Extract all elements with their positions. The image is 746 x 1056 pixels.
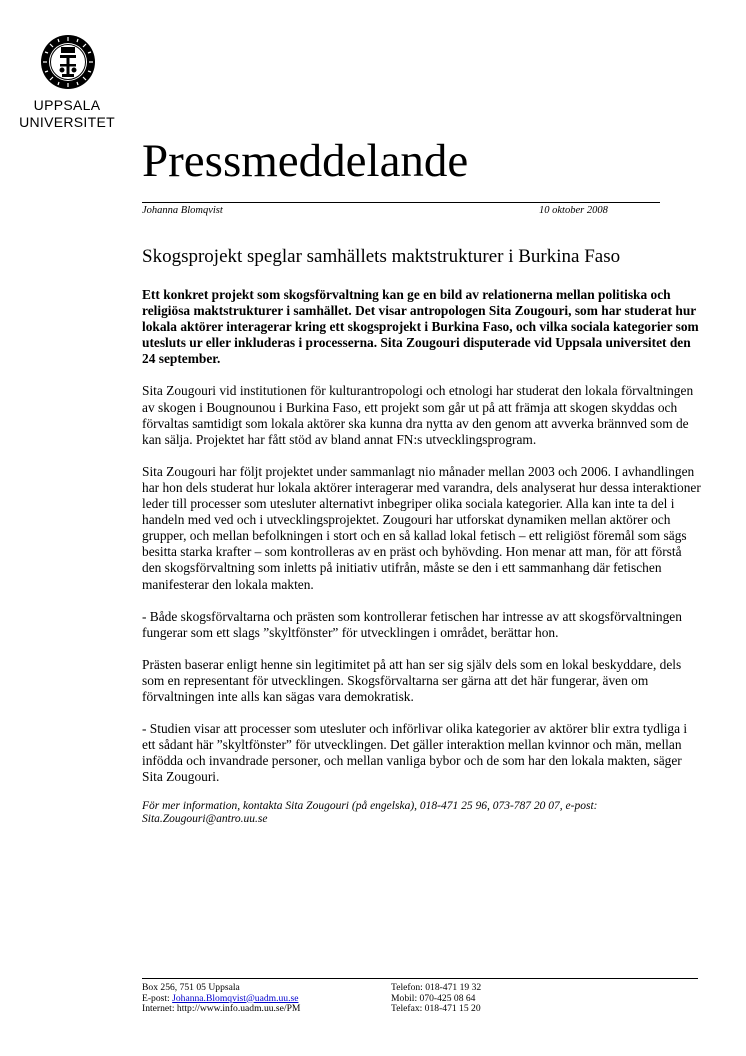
logo-line-1: UPPSALA bbox=[33, 97, 101, 113]
footer-right bbox=[391, 983, 481, 1015]
byline bbox=[142, 205, 642, 216]
footer-phone: Telefon: 018-471 19 32 bbox=[391, 982, 482, 993]
footer-mobile: Mobil: 070-425 08 64 bbox=[391, 992, 476, 1004]
university-name bbox=[0, 97, 134, 131]
author: Johanna Blomqvist bbox=[142, 205, 223, 216]
article-headline: Skogsprojekt speglar samhällets maktstrukturer i Burkina Faso bbox=[142, 246, 621, 267]
paragraph-2: Sita Zougouri har följt projektet under sammanlagt nio månader mellan 2003 och 2006. I avhandlingen har hon dels studerat hur lokala aktörer interagerar med varandra, dels analyserat hur dessa interaktioner leder till processer som utesluter alternativt inbegriper olika sociala kategorier. Alla kan inte ta del i handeln med ved och i utvecklingsprojektet. Zougouri har utforskat dynamiken mellan aktörer och grupper, och mellan befolkningen i stort och en så kallad lokal fetisch – ett religiöst föremål som sägs besitta starka krafter – som kontrolleras av en präst och byhövding. Hon menar att man, för att förstå den skogsförvaltning som inletts på initiativ utifrån, måste se den i ett sammanhang där fetischen manifesterar den lokala makten. bbox=[142, 463, 701, 592]
footer-fax: Telefax: 018-471 15 20 bbox=[391, 1003, 481, 1014]
university-seal-icon bbox=[40, 34, 96, 90]
page-title: Pressmeddelande bbox=[142, 135, 469, 187]
footer-address: Box 256, 751 05 Uppsala bbox=[142, 982, 240, 993]
lead-paragraph: Ett konkret projekt som skogsförvaltning kan ge en bild av relationerna mellan politiska och religiösa maktstrukturer i samhället. Det visar antropologen Sita Zougouri, som har studerat hur lokala aktörer interagerar kring ett skogsprojekt i Burkina Faso, och vilka sociala kategorier som utesluts ur eller inkluderas i processerna. Sita Zougouri disputerade vid Uppsala universitet den 24 september. bbox=[142, 287, 699, 367]
article-body bbox=[142, 287, 702, 842]
footer-internet: Internet: http://www.info.uadm.uu.se/PM bbox=[142, 1003, 301, 1014]
logo-line-2: UNIVERSITET bbox=[19, 114, 115, 130]
paragraph-3: - Både skogsförvaltarna och prästen som kontrollerar fetischen har intresse av att skogsförvaltningen fungerar som ett slags ”skyltfönster” för utvecklingen i området, berättar hon. bbox=[142, 608, 682, 640]
date: 10 oktober 2008 bbox=[539, 205, 608, 216]
paragraph-1: Sita Zougouri vid institutionen för kulturantropologi och etnologi har studerat den lokala förvaltningen av skogen i Bougnounou i Burkina Faso, ett projekt som går ut på att främja att skogen skyddas och förvaltas samtidigt som lokala aktörer ska kunna dra nytta av den genom att avverka brännved som de kan sälja. Projektet har fått stöd av bland annat FN:s utvecklingsprogram. bbox=[142, 383, 694, 447]
contact-info: För mer information, kontakta Sita Zougouri (på engelska), 018-471 25 96, 073-787 20 07, e-post: Sita.Zougouri@antro.uu.se bbox=[142, 800, 598, 826]
header-divider bbox=[142, 202, 660, 203]
footer-left bbox=[142, 983, 300, 1015]
footer-email-label: E-post: bbox=[142, 992, 173, 1004]
paragraph-5: - Studien visar att processer som utesluter och införlivar olika kategorier av aktörer blir extra tydliga i ett sådant här ”skyltfönster” för utvecklingen. Det gäller interaktion mellan kvinnor och män, mellan infödda och invandrade personer, och mellan vanliga bybor och de som har den lokala makten, säger Sita Zougouri. bbox=[142, 721, 688, 785]
paragraph-4: Prästen baserar enligt henne sin legitimitet på att han ser sig själv dels som en lokal beskyddare, dels som en representant för utvecklingen. Skogsförvaltarna ser gärna att det här fungerar, även om förvaltningen inte alls kan sägas vara demokratisk. bbox=[142, 656, 682, 704]
footer-email-link[interactable]: Johanna.Blomqvist@uadm.uu.se bbox=[172, 992, 299, 1004]
footer-divider bbox=[142, 978, 698, 979]
